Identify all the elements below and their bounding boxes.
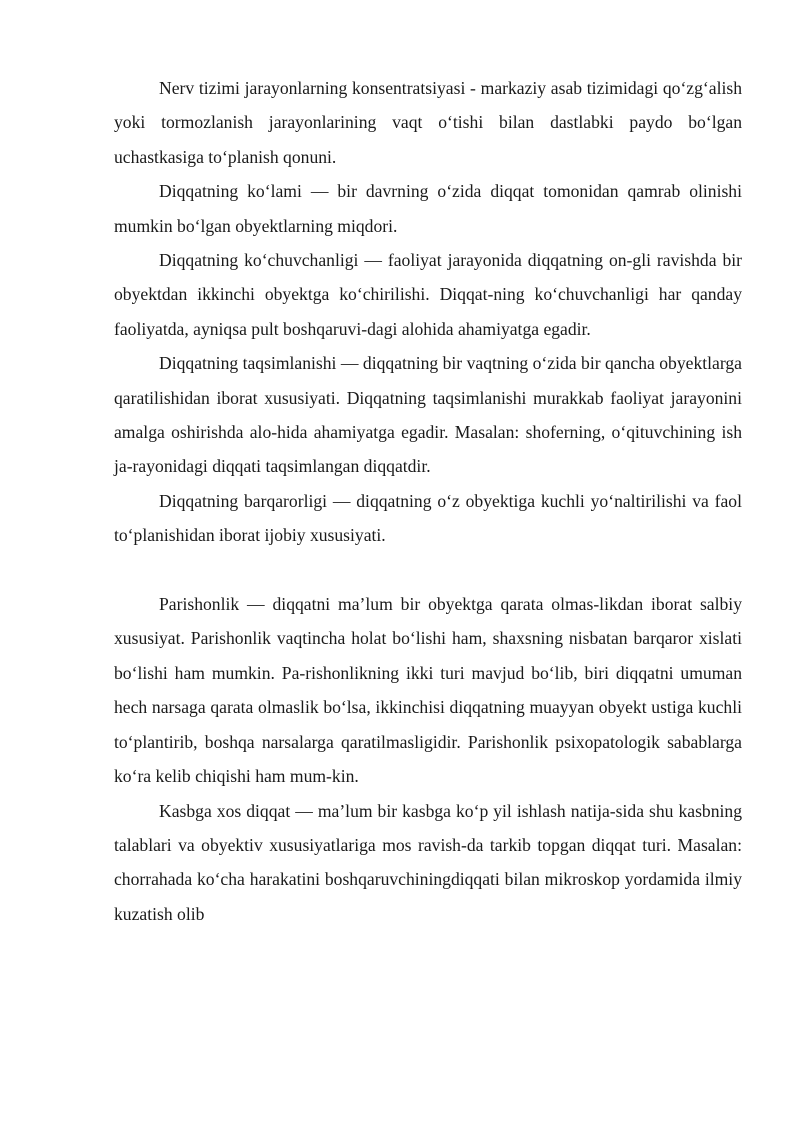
paragraph-diqqat-barqarorligi: Diqqatning barqarorligi — diqqatning o‘z obyektiga kuchli yo‘naltirilishi va faol to‘planishidan iborat ijobiy xususiyati. [114,490,742,546]
body-text [114,71,742,931]
paragraph-diqqat-kochuvchanligi: Diqqatning ko‘chuvchanligi — faoliyat jarayonida diqqatning on-gli ravishda bir obyektdan ikkinchi obyektga ko‘chirilishi. Diqqat-ning ko‘chuvchanligi har qanday faoliyatda, ayniqsa pult boshqaruvi-dagi alohida ahamiyatga egadir. [114,250,742,339]
paragraph-diqqat-taqsimlanishi: Diqqatning taqsimlanishi — diqqatning bir vaqtning o‘zida bir qancha obyektlarga qaratilishidan iborat xususiyati. Diqqatning taqsimlanishi murakkab faoliyat jarayonini amalga oshirishda alo-hida ahamiyatga egadir. Masalan: shoferning, o‘qituvchining ish ja-rayonidagi diqqati taqsimlangan diqqatdir. [114,353,742,477]
paragraph-gap [114,553,742,587]
paragraph-nerv-tizimi: Nerv tizimi jarayonlarning konsentratsiyasi - markaziy asab tizimidagi qo‘zg‘alish yoki tormozlanish jarayonlarining vaqt o‘tishi bilan dastlabki paydo bo‘lgan uchastkasiga to‘planish qonuni. [114,78,742,167]
paragraph-kasbga-xos-diqqat: Kasbga xos diqqat — ma’lum bir kasbga ko‘p yil ishlash natija-sida shu kasbning talablari va obyektiv xususiyatlariga mos ravish-da tarkib topgan diqqat turi. Masalan: chorrahada ko‘cha harakatini boshqaruvchiningdiqqati bilan mikroskop yordamida ilmiy kuzatish olib [114,800,742,924]
paragraph-parishonlik: Parishonlik — diqqatni ma’lum bir obyektga qarata olmas-likdan iborat salbiy xususiyat. Parishonlik vaqtincha holat bo‘lishi ham, shaxsning nisbatan barqaror xislati bo‘lishi ham mumkin. Pa-rishonlikning ikki turi mavjud bo‘lib, biri diqqatni umuman hech narsaga qarata olmaslik bo‘lsa, ikkinchisi diqqatning muayyan obyekt ustiga kuchli to‘plantirib, boshqa narsalarga qaratilmasligidir. Parishonlik psixopatologik sabablarga ko‘ra kelib chiqishi ham mum-kin. [114,594,742,787]
paragraph-diqqat-kolami: Diqqatning ko‘lami — bir davrning o‘zida diqqat tomonidan qamrab olinishi mumkin bo‘lgan obyektlarning miqdori. [114,181,742,236]
